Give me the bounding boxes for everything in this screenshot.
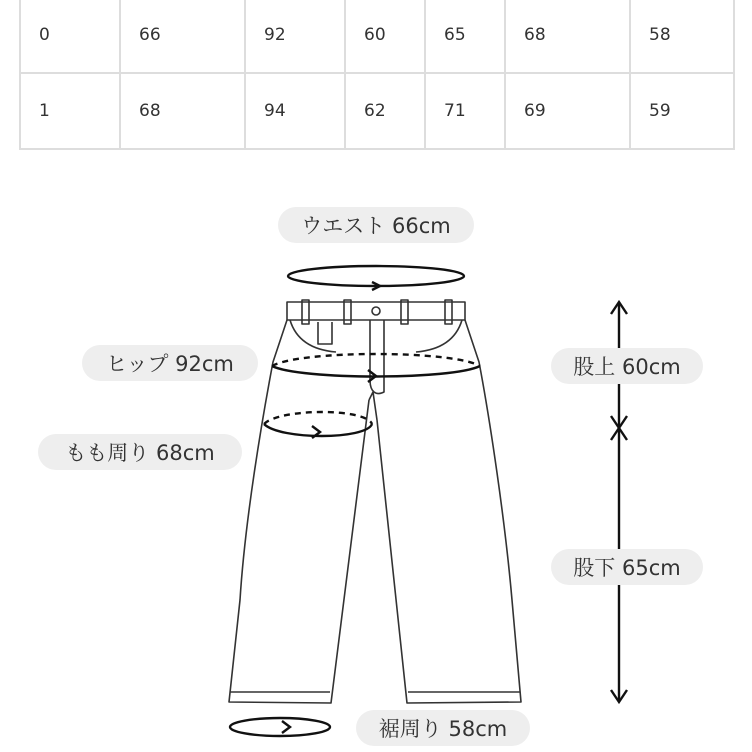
waist-label: ウエスト 66cm bbox=[278, 207, 474, 243]
pants-illustration bbox=[229, 300, 521, 703]
table-cell: 62 bbox=[345, 73, 425, 149]
thigh-ellipse-back bbox=[264, 412, 372, 424]
hip-label: ヒップ 92cm bbox=[82, 345, 258, 381]
thigh-label: もも周り 68cm bbox=[38, 434, 242, 470]
hem-ellipse bbox=[230, 718, 330, 736]
rise-label: 股上 60cm bbox=[551, 348, 703, 384]
table-cell: 94 bbox=[245, 73, 345, 149]
measurement-marks bbox=[230, 266, 627, 736]
table-cell: 71 bbox=[425, 73, 505, 149]
hip-ellipse-back bbox=[272, 354, 480, 366]
table-cell: 68 bbox=[120, 73, 245, 149]
fly bbox=[370, 320, 384, 394]
table-cell: 65 bbox=[425, 0, 505, 73]
crotch-seam bbox=[369, 392, 377, 420]
left-pocket bbox=[290, 320, 336, 352]
table-cell: 0 bbox=[20, 0, 120, 73]
table-cell: 59 bbox=[630, 73, 734, 149]
arrow-icon bbox=[282, 721, 290, 733]
table-cell: 68 bbox=[505, 0, 630, 73]
coin-pocket bbox=[318, 322, 332, 344]
inseam-label: 股下 65cm bbox=[551, 549, 703, 585]
hem-label: 裾周り 58cm bbox=[356, 710, 530, 746]
table-cell: 1 bbox=[20, 73, 120, 149]
table-cell: 92 bbox=[245, 0, 345, 73]
button-icon bbox=[372, 307, 380, 315]
table-cell: 58 bbox=[630, 0, 734, 73]
right-pocket bbox=[416, 320, 462, 352]
table-cell: 60 bbox=[345, 0, 425, 73]
waistband bbox=[287, 302, 465, 320]
right-leg bbox=[377, 320, 521, 703]
table-cell: 69 bbox=[505, 73, 630, 149]
table-cell: 66 bbox=[120, 0, 245, 73]
